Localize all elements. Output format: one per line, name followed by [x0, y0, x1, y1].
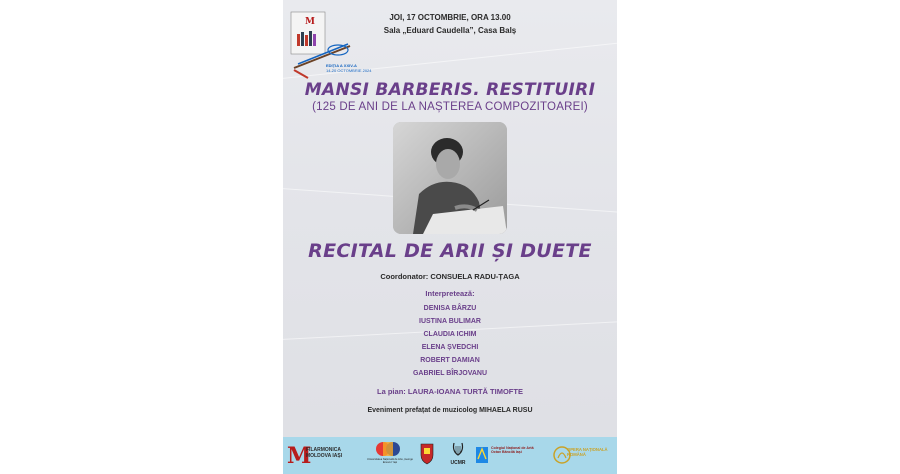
festival-dates: 14-20 OCTOMBRIE 2024 [326, 68, 372, 73]
event-date-time: JOI, 17 OCTOMBRIE, ORA 13.00 [389, 13, 511, 22]
performers-heading: Interpretează: [425, 289, 475, 298]
main-title: MANSI BARBERIS. RESTITUIRI [304, 80, 596, 100]
unagp-name: Universitatea Națională de Arte „George Enescu” Iași [367, 458, 413, 464]
pianist: La pian: LAURA-IOANA TURTĂ TIMOFTE [377, 387, 523, 396]
crest-icon [419, 441, 435, 465]
opera-name: OPERA NAȚIONALĂ ROMÂNĂ [567, 447, 608, 457]
recital-title: RECITAL DE ARII ȘI DUETE [308, 240, 592, 262]
performer-name: ROBERT DAMIAN [420, 357, 480, 364]
colegiu-name: Colegiul Național de Artă Octav Băncilă Iași [491, 446, 534, 455]
subtitle: (125 DE ANI DE LA NAȘTEREA COMPOZITOAREI) [312, 101, 588, 113]
ucmr-name: UCMR [450, 460, 466, 466]
filarmonica-logo [287, 441, 349, 470]
svg-text:M: M [305, 17, 315, 27]
performer-name: DENISA BÂRZU [423, 305, 477, 312]
sponsor-footer [283, 437, 617, 474]
ucmr-logo [447, 441, 469, 470]
unagp-mark-icon [373, 441, 403, 457]
filarmonica-m-icon: M [287, 443, 312, 469]
coordinator: Coordonator: CONSUELA RADU-ȚAGA [380, 272, 520, 281]
performer-name: IUSTINA BULIMAR [419, 318, 481, 325]
performer-name: ELENA ȘVEDCHI [421, 344, 479, 351]
event-venue: Sala „Eduard Caudella”, Casa Balș [383, 26, 517, 35]
unagp-logo [365, 441, 415, 470]
filarmonica-name: FILARMONICA MOLDOVA IAȘI [306, 447, 343, 459]
iasi-crest-logo [419, 441, 439, 470]
lyre-icon [451, 441, 465, 457]
musicologist-note: Eveniment prefațat de muzicolog MIHAELA RUSU [367, 407, 533, 414]
performer-name: CLAUDIA ICHIM [423, 331, 477, 338]
festival-edition: EDIȚIA A XXIV-A [326, 63, 357, 68]
performer-name: GABRIEL BÎRJOVANU [412, 370, 488, 377]
opera-logo [553, 441, 613, 470]
event-poster [283, 0, 617, 474]
colegiu-mark-icon [475, 445, 489, 465]
colegiu-logo [475, 441, 539, 470]
composer-portrait [393, 122, 507, 234]
